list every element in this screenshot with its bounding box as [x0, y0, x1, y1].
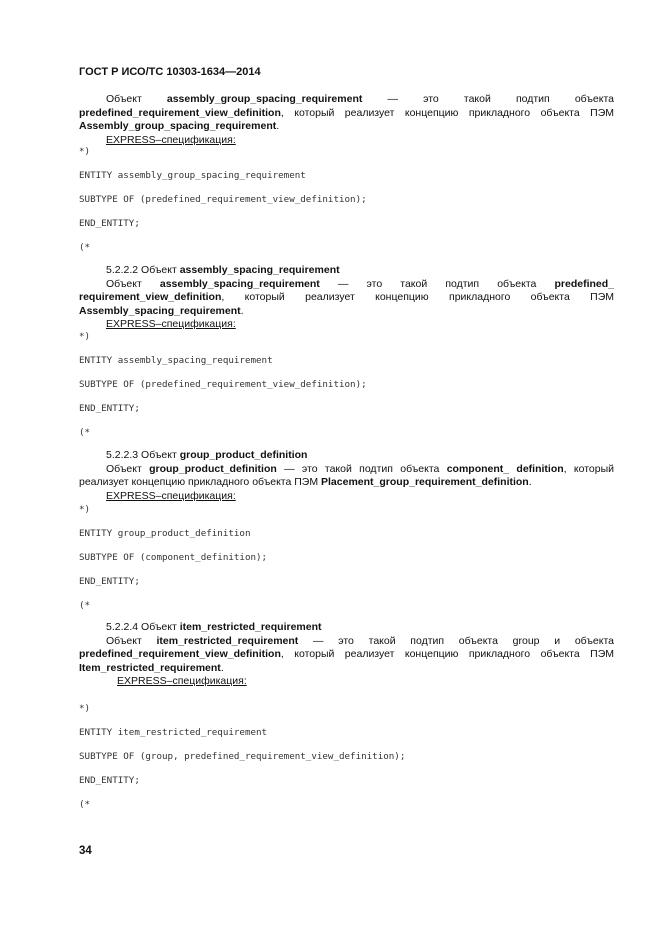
text-run: Объект [106, 634, 157, 647]
code-line: END_ENTITY; [79, 775, 140, 786]
text-run: , который реализует концепцию прикладного объекта ПЭМ [280, 106, 614, 119]
code-line: (* [79, 600, 91, 611]
text-run: . [220, 661, 224, 674]
text-run: Объект [106, 93, 167, 105]
section-paragraph [79, 635, 614, 676]
text-run: . [276, 120, 280, 133]
heading-entity: group_product_definition [179, 449, 308, 461]
heading-number: 5.2.2.4 Объект [106, 621, 180, 633]
section-assembly-spacing [79, 264, 614, 332]
entity-name: group_product_definition [149, 462, 277, 475]
entity-name: item_restricted_requirement [156, 634, 299, 647]
supertype-name: predefined_ requirement_view_definition [79, 277, 614, 304]
entity-name: assembly_group_spacing_requirement [166, 93, 363, 105]
heading-entity: assembly_spacing_requirement [179, 264, 340, 276]
aim-concept-name: Placement_group_requirement_definition [321, 476, 529, 489]
entity-name: assembly_spacing_requirement [159, 277, 320, 290]
express-label: EXPRESS–спецификация: [106, 489, 236, 502]
code-line: *) [79, 331, 91, 342]
code-line: (* [79, 242, 91, 253]
section-item-restricted-requirement [79, 621, 614, 689]
supertype-name: component_ definition [446, 462, 564, 475]
express-label: EXPRESS–спецификация: [106, 133, 236, 146]
page-number: 34 [79, 845, 92, 857]
code-line: ENTITY assembly_group_spacing_requirement [79, 170, 306, 181]
document-header: ГОСТ Р ИСО/ТС 10303-1634—2014 [79, 66, 261, 78]
section-paragraph [79, 463, 614, 490]
code-line: ENTITY item_restricted_requirement [79, 727, 268, 738]
code-line: END_ENTITY; [79, 403, 140, 414]
code-line: SUBTYPE OF (component_definition); [79, 552, 268, 563]
code-line: ENTITY group_product_definition [79, 528, 251, 539]
section-heading [79, 449, 614, 463]
code-line: END_ENTITY; [79, 218, 140, 229]
express-label: EXPRESS–спецификация: [117, 675, 247, 688]
code-line: *) [79, 146, 91, 157]
section-assembly-group-spacing [79, 93, 614, 147]
supertype-name: predefined_requirement_view_definition [79, 648, 281, 661]
text-run: — это такой подтип объекта group и объекта [298, 634, 614, 647]
code-line: SUBTYPE OF (predefined_requirement_view_definition); [79, 194, 367, 205]
section-group-product-definition [79, 449, 614, 503]
section-paragraph [79, 278, 614, 319]
code-line: *) [79, 504, 91, 515]
text-run: Объект [106, 277, 160, 290]
heading-entity: item_restricted_requirement [179, 621, 322, 633]
aim-concept-name: Assembly_group_spacing_requirement [79, 120, 277, 133]
section-paragraph [79, 93, 614, 134]
code-line: *) [79, 703, 91, 714]
section-heading [79, 264, 614, 278]
code-line: (* [79, 427, 91, 438]
text-run: . [528, 476, 532, 489]
code-line: (* [79, 799, 91, 810]
text-run: , который реализует концепцию прикладного объекта ПЭМ [79, 462, 614, 489]
heading-number: 5.2.2.2 Объект [106, 264, 180, 276]
section-heading [79, 621, 614, 635]
text-run: , который реализует концепцию прикладного объекта ПЭМ [280, 648, 614, 661]
supertype-name: predefined_requirement_view_definition [79, 106, 281, 119]
text-run: , который реализует концепцию прикладного объекта ПЭМ [221, 291, 614, 304]
aim-concept-name: Assembly_spacing_requirement [79, 304, 241, 317]
text-run: — это такой подтип объекта [362, 93, 614, 105]
text-run: — это такой подтип объекта [319, 277, 555, 290]
code-line: ENTITY assembly_spacing_requirement [79, 355, 273, 366]
heading-number: 5.2.2.3 Объект [106, 449, 180, 461]
text-run: Объект [106, 462, 150, 475]
code-line: SUBTYPE OF (group, predefined_requirement_view_definition); [79, 751, 406, 762]
express-label: EXPRESS–спецификация: [106, 318, 236, 331]
text-run: — это такой подтип объекта [276, 462, 447, 475]
text-run: . [240, 304, 244, 317]
aim-concept-name: Item_restricted_requirement [79, 661, 221, 674]
code-line: END_ENTITY; [79, 576, 140, 587]
code-line: SUBTYPE OF (predefined_requirement_view_definition); [79, 379, 367, 390]
